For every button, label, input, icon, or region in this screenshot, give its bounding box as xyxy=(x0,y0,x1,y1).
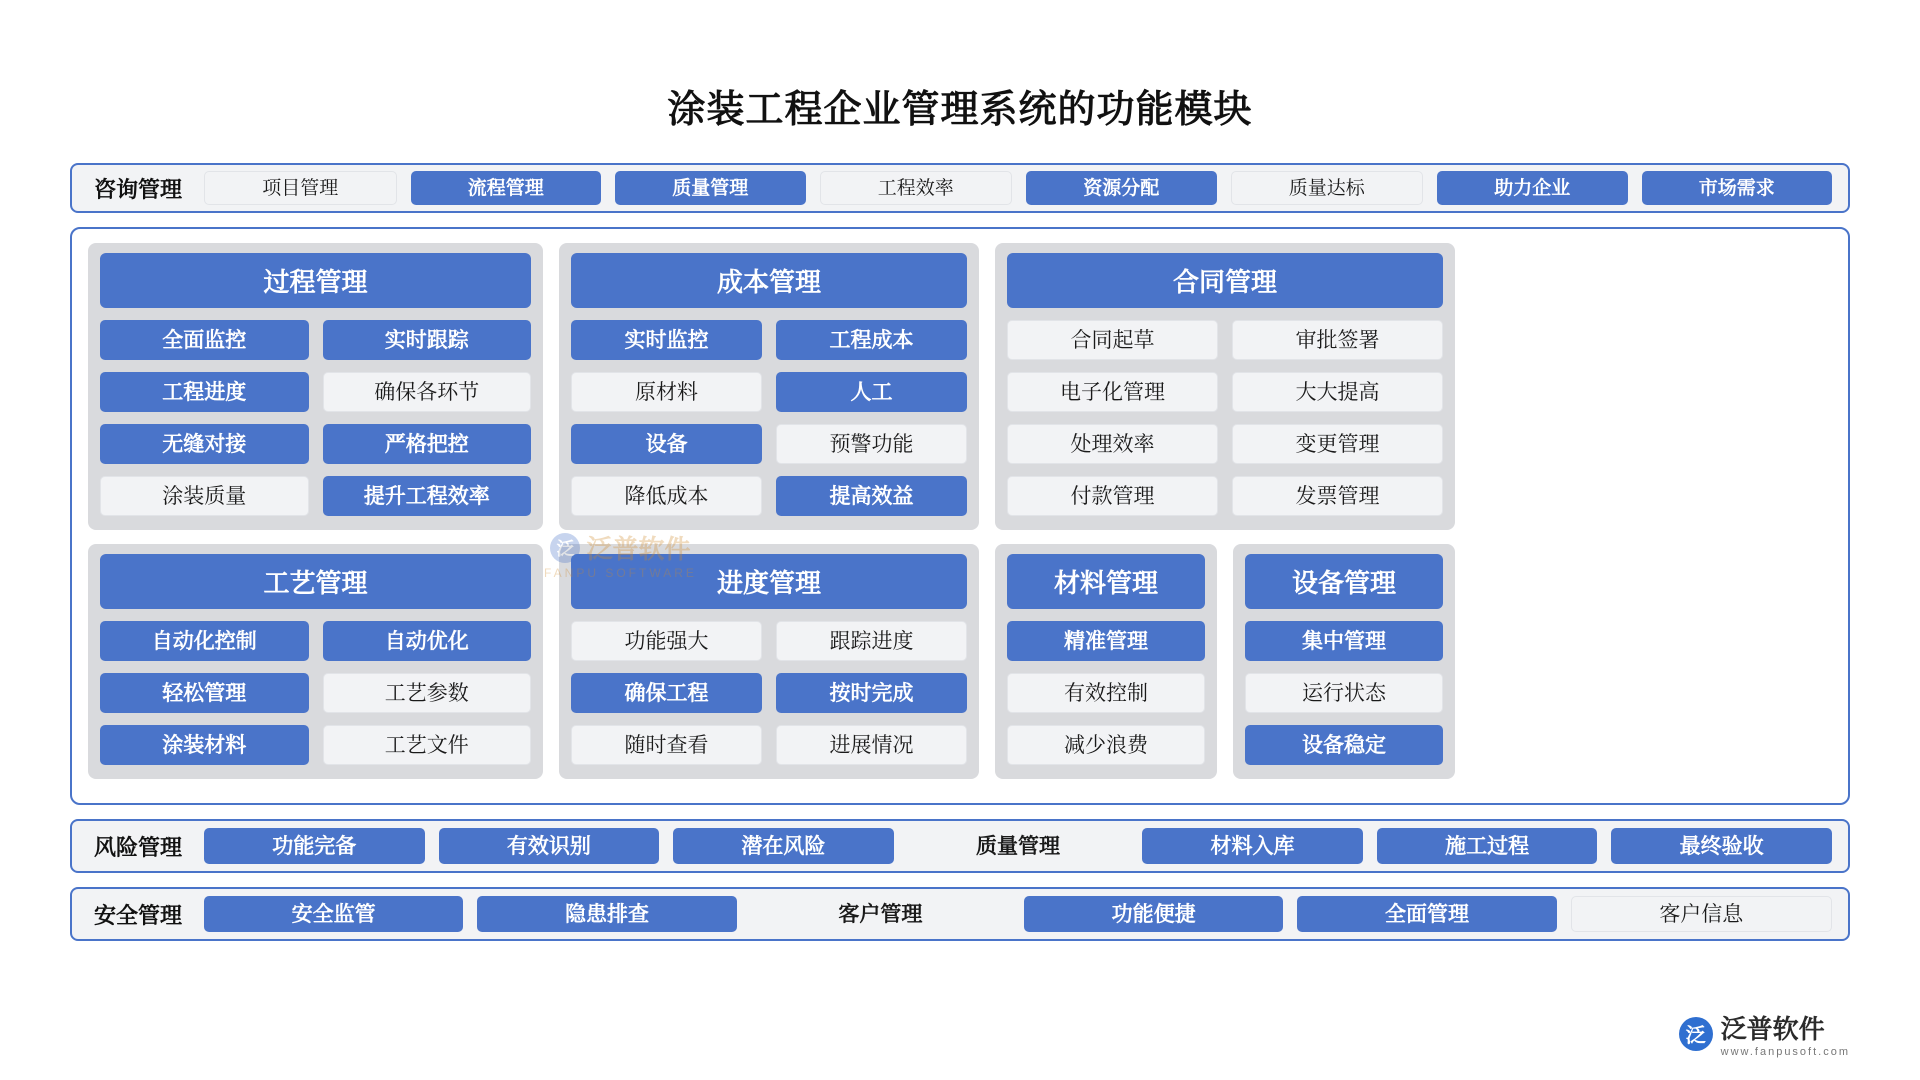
process-chip-7[interactable]: 提升工程效率 xyxy=(323,476,532,516)
process-chip-0[interactable]: 全面监控 xyxy=(100,320,309,360)
risk-chip-3[interactable]: 质量管理 xyxy=(975,834,1060,858)
contract-chip-1[interactable]: 审批签署 xyxy=(1232,320,1443,360)
process-chip-6[interactable]: 涂装质量 xyxy=(100,476,309,516)
card-contract-title: 合同管理 xyxy=(1007,253,1443,308)
card-material-title: 材料管理 xyxy=(1007,554,1205,609)
risk-chip-0[interactable]: 功能完备 xyxy=(204,828,425,864)
column-cost-schedule xyxy=(559,243,979,789)
card-material-items xyxy=(1007,621,1205,765)
card-process xyxy=(88,243,543,530)
schedule-chip-3[interactable]: 按时完成 xyxy=(776,673,967,713)
risk-bar-items xyxy=(204,828,1848,864)
cost-chip-3[interactable]: 人工 xyxy=(776,372,967,412)
safety-chip-3[interactable]: 功能便捷 xyxy=(1024,896,1283,932)
risk-chip-6[interactable]: 最终验收 xyxy=(1611,828,1832,864)
main-panel xyxy=(70,227,1850,805)
watermark-logo-icon: 泛 xyxy=(550,533,580,563)
risk-chip-2[interactable]: 潜在风险 xyxy=(673,828,894,864)
safety-chip-0[interactable]: 安全监管 xyxy=(204,896,463,932)
card-cost-items xyxy=(571,320,967,516)
card-schedule xyxy=(559,544,979,779)
contract-chip-4[interactable]: 处理效率 xyxy=(1007,424,1218,464)
consult-chip-6[interactable]: 助力企业 xyxy=(1437,171,1628,205)
risk-chip-4[interactable]: 材料入库 xyxy=(1142,828,1363,864)
craft-chip-1[interactable]: 自动优化 xyxy=(323,621,532,661)
brand-name: 泛普软件 xyxy=(1720,1014,1825,1044)
consult-chip-2[interactable]: 质量管理 xyxy=(615,171,806,205)
schedule-chip-4[interactable]: 随时查看 xyxy=(571,725,762,765)
consult-bar-label: 咨询管理 xyxy=(94,176,183,202)
consult-chip-0[interactable]: 项目管理 xyxy=(204,171,397,205)
craft-chip-5[interactable]: 工艺文件 xyxy=(323,725,532,765)
equipment-chip-1[interactable]: 运行状态 xyxy=(1245,673,1443,713)
column-contract-material-equipment xyxy=(995,243,1455,789)
consult-chip-3[interactable]: 工程效率 xyxy=(820,171,1013,205)
card-craft-title: 工艺管理 xyxy=(100,554,531,609)
consult-chip-1[interactable]: 流程管理 xyxy=(411,171,602,205)
card-contract xyxy=(995,243,1455,530)
safety-bar-items xyxy=(204,896,1848,932)
brand-url: www.fanpusoft.com xyxy=(1720,1046,1850,1058)
craft-chip-2[interactable]: 轻松管理 xyxy=(100,673,309,713)
craft-chip-4[interactable]: 涂装材料 xyxy=(100,725,309,765)
craft-chip-3[interactable]: 工艺参数 xyxy=(323,673,532,713)
cost-chip-5[interactable]: 预警功能 xyxy=(776,424,967,464)
consult-bar-items xyxy=(204,171,1848,205)
craft-chip-0[interactable]: 自动化控制 xyxy=(100,621,309,661)
cost-chip-0[interactable]: 实时监控 xyxy=(571,320,762,360)
schedule-chip-0[interactable]: 功能强大 xyxy=(571,621,762,661)
card-equipment-title: 设备管理 xyxy=(1245,554,1443,609)
risk-bar xyxy=(70,819,1850,873)
card-process-items xyxy=(100,320,531,516)
consult-bar xyxy=(70,163,1850,213)
schedule-chip-2[interactable]: 确保工程 xyxy=(571,673,762,713)
card-equipment xyxy=(1233,544,1455,779)
safety-chip-5[interactable]: 客户信息 xyxy=(1571,896,1832,932)
card-process-title: 过程管理 xyxy=(100,253,531,308)
card-pair-material-equipment xyxy=(995,544,1455,779)
card-cost-title: 成本管理 xyxy=(571,253,967,308)
card-schedule-title: 进度管理 xyxy=(571,554,967,609)
cost-chip-4[interactable]: 设备 xyxy=(571,424,762,464)
column-process-craft xyxy=(88,243,543,789)
contract-chip-5[interactable]: 变更管理 xyxy=(1232,424,1443,464)
card-craft xyxy=(88,544,543,779)
contract-chip-7[interactable]: 发票管理 xyxy=(1232,476,1443,516)
material-chip-0[interactable]: 精准管理 xyxy=(1007,621,1205,661)
card-cost xyxy=(559,243,979,530)
consult-chip-7[interactable]: 市场需求 xyxy=(1642,171,1833,205)
contract-chip-2[interactable]: 电子化管理 xyxy=(1007,372,1218,412)
card-material xyxy=(995,544,1217,779)
risk-chip-1[interactable]: 有效识别 xyxy=(439,828,660,864)
card-schedule-items xyxy=(571,621,967,765)
contract-chip-6[interactable]: 付款管理 xyxy=(1007,476,1218,516)
risk-bar-label: 风险管理 xyxy=(94,834,183,860)
schedule-chip-1[interactable]: 跟踪进度 xyxy=(776,621,967,661)
safety-bar-label: 安全管理 xyxy=(94,902,183,928)
process-chip-5[interactable]: 严格把控 xyxy=(323,424,532,464)
equipment-chip-0[interactable]: 集中管理 xyxy=(1245,621,1443,661)
cost-chip-7[interactable]: 提高效益 xyxy=(776,476,967,516)
material-chip-1[interactable]: 有效控制 xyxy=(1007,673,1205,713)
equipment-chip-2[interactable]: 设备稳定 xyxy=(1245,725,1443,765)
safety-chip-1[interactable]: 隐患排查 xyxy=(477,896,736,932)
card-equipment-items xyxy=(1245,621,1443,765)
page-title: 涂装工程企业管理系统的功能模块 xyxy=(667,89,1253,131)
process-chip-2[interactable]: 工程进度 xyxy=(100,372,309,412)
card-craft-items xyxy=(100,621,531,765)
safety-chip-2[interactable]: 客户管理 xyxy=(838,902,923,926)
process-chip-1[interactable]: 实时跟踪 xyxy=(323,320,532,360)
watermark-text: 泛普软件 xyxy=(586,534,691,564)
safety-chip-4[interactable]: 全面管理 xyxy=(1297,896,1556,932)
consult-chip-4[interactable]: 资源分配 xyxy=(1026,171,1217,205)
contract-chip-3[interactable]: 大大提高 xyxy=(1232,372,1443,412)
consult-chip-5[interactable]: 质量达标 xyxy=(1231,171,1424,205)
material-chip-2[interactable]: 减少浪费 xyxy=(1007,725,1205,765)
risk-chip-5[interactable]: 施工过程 xyxy=(1377,828,1598,864)
cost-chip-6[interactable]: 降低成本 xyxy=(571,476,762,516)
footer-logo xyxy=(1679,1009,1850,1058)
contract-chip-0[interactable]: 合同起草 xyxy=(1007,320,1218,360)
schedule-chip-5[interactable]: 进展情况 xyxy=(776,725,967,765)
watermark-sub: FANPU SOFTWARE xyxy=(544,566,697,580)
safety-bar xyxy=(70,887,1850,941)
brand-logo-icon: 泛 xyxy=(1679,1017,1713,1051)
cost-chip-2[interactable]: 原材料 xyxy=(571,372,762,412)
cost-chip-1[interactable]: 工程成本 xyxy=(776,320,967,360)
process-chip-3[interactable]: 确保各环节 xyxy=(323,372,532,412)
card-contract-items xyxy=(1007,320,1443,516)
process-chip-4[interactable]: 无缝对接 xyxy=(100,424,309,464)
